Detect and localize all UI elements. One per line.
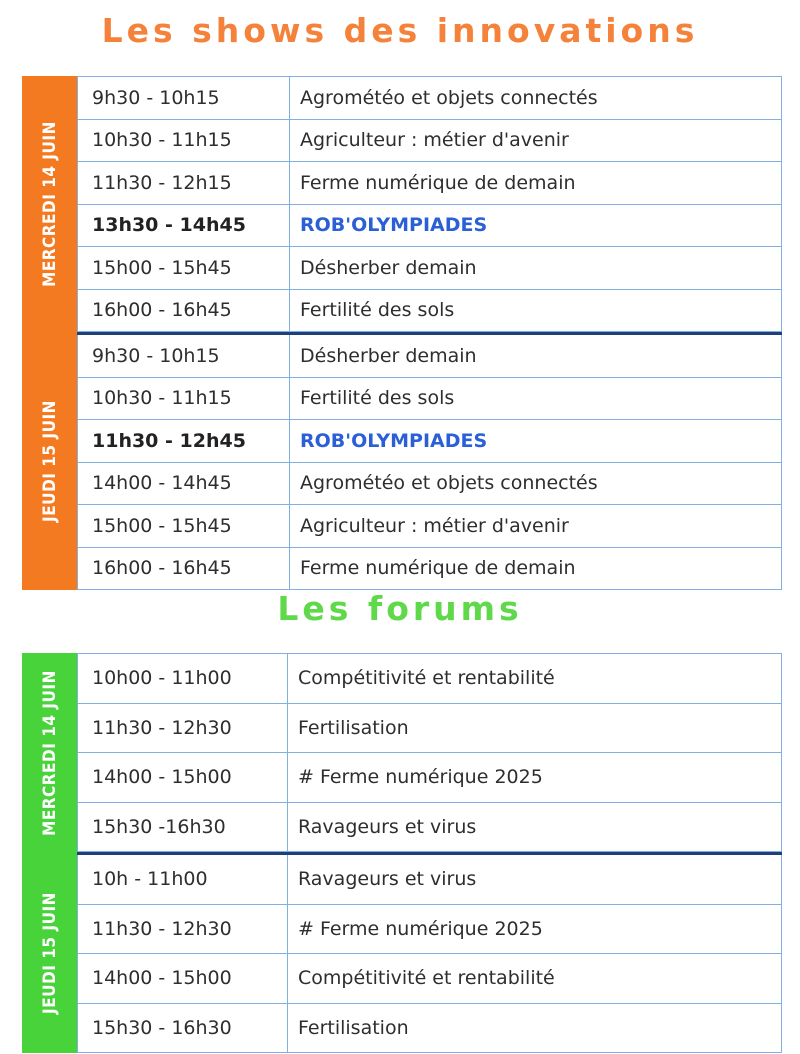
session-row	[77, 161, 782, 204]
day-label-text: MERCREDI 14 JUIN	[39, 669, 60, 836]
session-time: 9h30 - 10h15	[77, 77, 289, 119]
session-topic: Agrométéo et objets connectés	[289, 463, 782, 505]
session-topic: Fertilisation	[287, 704, 782, 753]
day-label	[22, 852, 77, 1053]
session-rows	[77, 332, 782, 590]
session-row	[77, 462, 782, 505]
session-topic: Fertilité des sols	[289, 290, 782, 332]
session-time: 10h - 11h00	[77, 855, 287, 904]
session-time: 14h00 - 14h45	[77, 463, 289, 505]
session-row	[77, 904, 782, 954]
session-time: 10h00 - 11h00	[77, 654, 287, 703]
forums-day-group	[22, 852, 782, 1053]
session-time: 15h30 - 16h30	[77, 1004, 287, 1053]
session-topic: # Ferme numérique 2025	[287, 753, 782, 802]
session-time: 15h00 - 15h45	[77, 247, 289, 289]
session-time: 10h30 - 11h15	[77, 378, 289, 420]
day-label	[22, 76, 77, 332]
session-topic: Ferme numérique de demain	[289, 548, 782, 590]
session-row	[77, 332, 782, 377]
forums-title: Les forums	[277, 589, 523, 628]
session-time: 13h30 - 14h45	[77, 205, 289, 247]
session-time: 14h00 - 15h00	[77, 954, 287, 1003]
day-label	[22, 332, 77, 590]
session-time: 9h30 - 10h15	[77, 335, 289, 377]
session-time: 11h30 - 12h45	[77, 420, 289, 462]
day-label-text: MERCREDI 14 JUIN	[39, 121, 60, 287]
session-time: 11h30 - 12h30	[77, 704, 287, 753]
session-row	[77, 119, 782, 162]
session-time: 11h30 - 12h15	[77, 162, 289, 204]
shows-schedule-table	[22, 76, 782, 590]
session-row	[77, 953, 782, 1003]
session-topic: Désherber demain	[289, 247, 782, 289]
session-row	[77, 547, 782, 591]
session-time: 15h30 -16h30	[77, 803, 287, 852]
session-row	[77, 246, 782, 289]
session-topic: ROB'OLYMPIADES	[289, 205, 782, 247]
session-row	[77, 289, 782, 333]
session-topic: ROB'OLYMPIADES	[289, 420, 782, 462]
shows-day-group	[22, 76, 782, 332]
session-time: 11h30 - 12h30	[77, 905, 287, 954]
session-topic: Agrométéo et objets connectés	[289, 77, 782, 119]
session-row	[77, 703, 782, 753]
session-row	[77, 802, 782, 853]
session-row	[77, 852, 782, 904]
session-time: 10h30 - 11h15	[77, 120, 289, 162]
session-row	[77, 653, 782, 703]
session-topic: Ravageurs et virus	[287, 803, 782, 852]
forums-schedule-table	[22, 653, 782, 1053]
session-topic: Compétitivité et rentabilité	[287, 654, 782, 703]
session-time: 16h00 - 16h45	[77, 290, 289, 332]
session-rows	[77, 76, 782, 332]
session-time: 16h00 - 16h45	[77, 548, 289, 590]
session-rows	[77, 653, 782, 852]
session-row	[77, 204, 782, 247]
session-topic: Fertilité des sols	[289, 378, 782, 420]
day-label-text: JEUDI 15 JUIN	[39, 400, 60, 522]
day-label	[22, 653, 77, 852]
day-label-text: JEUDI 15 JUIN	[39, 891, 60, 1014]
session-row	[77, 76, 782, 119]
session-rows	[77, 852, 782, 1053]
session-topic: Ravageurs et virus	[287, 855, 782, 904]
shows-day-group	[22, 332, 782, 590]
forums-day-group	[22, 653, 782, 852]
session-topic: Ferme numérique de demain	[289, 162, 782, 204]
session-row	[77, 1003, 782, 1054]
session-row	[77, 419, 782, 462]
session-row	[77, 377, 782, 420]
session-topic: # Ferme numérique 2025	[287, 905, 782, 954]
session-time: 15h00 - 15h45	[77, 505, 289, 547]
shows-title: Les shows des innovations	[101, 11, 699, 50]
session-topic: Agriculteur : métier d'avenir	[289, 505, 782, 547]
session-topic: Agriculteur : métier d'avenir	[289, 120, 782, 162]
session-time: 14h00 - 15h00	[77, 753, 287, 802]
session-topic: Fertilisation	[287, 1004, 782, 1053]
session-topic: Désherber demain	[289, 335, 782, 377]
session-row	[77, 504, 782, 547]
session-row	[77, 752, 782, 802]
session-topic: Compétitivité et rentabilité	[287, 954, 782, 1003]
